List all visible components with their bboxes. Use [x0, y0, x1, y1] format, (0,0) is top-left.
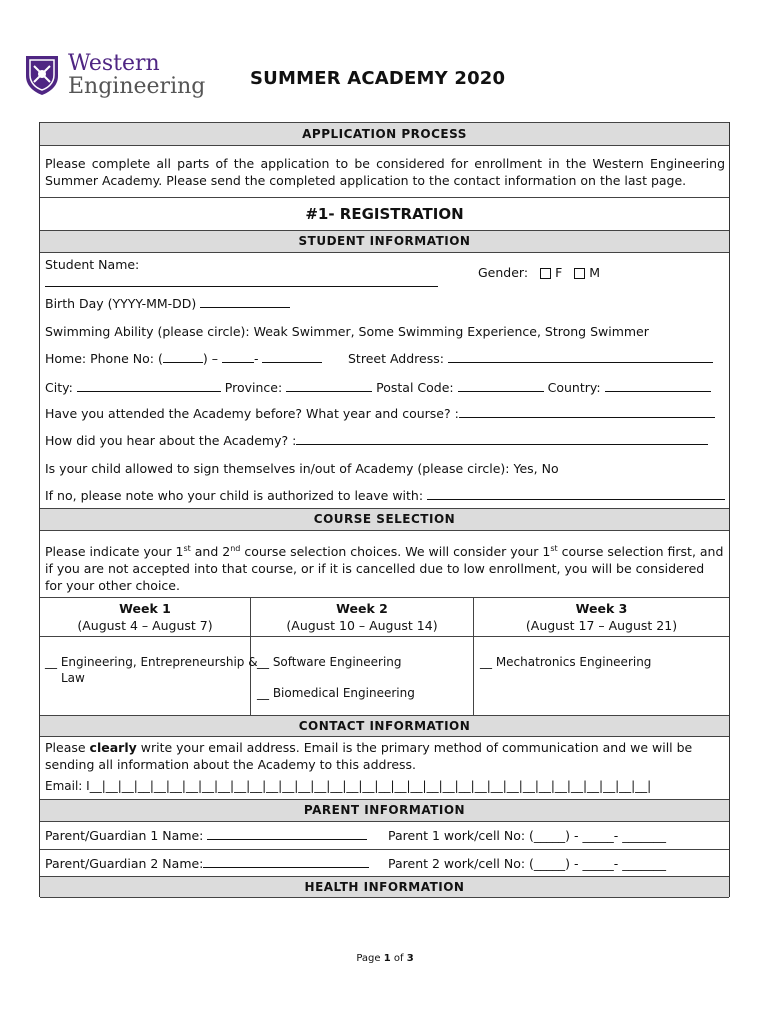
- country-field[interactable]: [605, 379, 711, 392]
- postal-label: Postal Code:: [376, 380, 454, 395]
- student-name-label: Student Name:: [45, 257, 140, 272]
- section-header-health: HEALTH INFORMATION: [40, 876, 729, 898]
- heard-label: How did you hear about the Academy? :: [45, 433, 297, 448]
- page-title: SUMMER ACADEMY 2020: [250, 68, 506, 89]
- contact-instructions: [45, 739, 725, 773]
- week-3-header: [474, 600, 729, 634]
- parent2-phone[interactable]: Parent 2 work/cell No: (_____) - _____- _______: [388, 856, 666, 871]
- footer-total-pages: 3: [406, 953, 414, 964]
- birthday-label: Birth Day (YYYY-MM-DD): [45, 296, 197, 311]
- gender-m-checkbox[interactable]: [574, 268, 585, 279]
- attended-label: Have you attended the Academy before? What year and course? :: [45, 406, 459, 421]
- divider: [40, 597, 729, 598]
- course-text: course selection choices. We will consider your 1: [240, 544, 551, 560]
- email-field[interactable]: Email: I__|__|__|__|__|__|__|__|__|__|__|__|__|__|__|__|__|__|__|__|__|__|__|__|__|__|__|__|__|__|__|__|__|__|__|: [45, 779, 652, 793]
- contact-text: write your email address. Email is the primary method of communication and we will be sending all information about the Academy to this address.: [45, 740, 693, 772]
- week-2-header: [251, 600, 473, 634]
- city-label: City:: [45, 380, 73, 395]
- week-1-header: [40, 600, 250, 634]
- superscript: st: [183, 544, 191, 553]
- phone-line-field[interactable]: [262, 350, 322, 363]
- divider: [40, 849, 729, 850]
- week-title: Week 3: [575, 601, 628, 616]
- area-code-field[interactable]: [163, 350, 203, 363]
- city-field[interactable]: [77, 379, 221, 392]
- province-field[interactable]: [286, 379, 372, 392]
- attended-field[interactable]: [459, 405, 715, 418]
- footer-text: of: [390, 953, 407, 964]
- course-text: Please indicate your 1: [45, 544, 184, 560]
- parent1-phone[interactable]: Parent 1 work/cell No: (_____) - _____- _______: [388, 828, 666, 843]
- street-label: Street Address:: [348, 351, 444, 366]
- parent1-name-row: [45, 827, 367, 844]
- course-text: and 2: [190, 544, 231, 560]
- phone-prefix-field[interactable]: [222, 350, 254, 363]
- shield-crest-icon: [24, 54, 60, 96]
- heard-field[interactable]: [296, 432, 708, 445]
- swimming-ability: Swimming Ability (please circle): Weak Swimmer, Some Swimming Experience, Strong Swimmer: [45, 324, 649, 339]
- parent1-name-field[interactable]: [207, 827, 367, 840]
- course-text: course selection first, and if you are not accepted into that course, or if it is cancelled due to low enrollment, you will be considered for your other choice.: [45, 544, 724, 594]
- contact-emphasis: clearly: [89, 740, 137, 755]
- postal-field[interactable]: [458, 379, 544, 392]
- option-engineering-entrepreneurship-law[interactable]: [45, 654, 258, 686]
- week-dates: (August 17 – August 21): [525, 618, 678, 633]
- week-title: Week 1: [119, 601, 171, 616]
- parent2-name-field[interactable]: [203, 855, 369, 868]
- option-label: __ Engineering, Entrepreneurship &: [45, 655, 258, 669]
- gender-f-checkbox[interactable]: [540, 268, 551, 279]
- section-header-course: COURSE SELECTION: [40, 508, 729, 531]
- registration-heading: #1- REGISTRATION: [305, 205, 464, 223]
- divider: [40, 197, 729, 198]
- contact-text: Please: [45, 740, 90, 755]
- city-row: [45, 379, 711, 396]
- province-label: Province:: [224, 380, 283, 395]
- country-label: Country:: [547, 380, 601, 395]
- gender-group: [478, 264, 600, 281]
- course-instructions: [45, 540, 725, 594]
- superscript: st: [550, 544, 558, 553]
- birthday-field[interactable]: [200, 295, 290, 308]
- parent1-name-label: Parent/Guardian 1 Name:: [45, 828, 204, 843]
- authorized-field[interactable]: [427, 487, 725, 500]
- attended-row: [45, 405, 715, 422]
- sign-out-question: Is your child allowed to sign themselves in/out of Academy (please circle): Yes, No: [45, 461, 559, 476]
- gender-m-label: M: [589, 265, 601, 280]
- footer-current-page: 1: [383, 953, 391, 964]
- superscript: nd: [230, 544, 241, 553]
- street-row: [348, 350, 713, 367]
- logo-text-western: Western: [68, 51, 160, 76]
- week-dates: (August 4 – August 7): [77, 618, 213, 633]
- section-header-application: APPLICATION PROCESS: [40, 122, 729, 146]
- option-label: Law: [61, 671, 85, 685]
- authorized-label: If no, please note who your child is authorized to leave with:: [45, 488, 424, 503]
- parent2-name-row: [45, 855, 369, 872]
- section-header-contact: CONTACT INFORMATION: [40, 715, 729, 737]
- week-title: Week 2: [336, 601, 388, 616]
- divider: [40, 636, 729, 637]
- section-header-student: STUDENT INFORMATION: [40, 230, 729, 253]
- heard-row: [45, 432, 708, 449]
- gender-f-label: F: [555, 265, 563, 280]
- option-biomedical-engineering[interactable]: __ Biomedical Engineering: [257, 686, 415, 700]
- western-engineering-logo: [24, 52, 214, 102]
- student-name-field[interactable]: [45, 286, 438, 287]
- street-field[interactable]: [448, 350, 713, 363]
- footer-text: Page: [356, 953, 384, 964]
- home-phone-row: Home: Phone No: ( ) – -: [45, 350, 322, 367]
- page-number: [0, 953, 770, 964]
- birthday-row: [45, 295, 290, 312]
- option-mechatronics-engineering[interactable]: __ Mechatronics Engineering: [480, 655, 652, 669]
- authorized-row: [45, 487, 725, 504]
- section-header-parent: PARENT INFORMATION: [40, 799, 729, 822]
- option-software-engineering[interactable]: __ Software Engineering: [257, 655, 402, 669]
- logo-text-engineering: Engineering: [68, 74, 206, 99]
- gender-label: Gender:: [478, 265, 529, 280]
- parent2-name-label: Parent/Guardian 2 Name:: [45, 856, 204, 871]
- home-phone-label: Home: Phone No: (: [45, 351, 163, 366]
- application-instructions: Please complete all parts of the application to be considered for enrollment in the Western Engineering Summer Academy. Please send the completed application to the contact information on the last page.: [45, 156, 725, 188]
- week-dates: (August 10 – August 14): [286, 618, 438, 633]
